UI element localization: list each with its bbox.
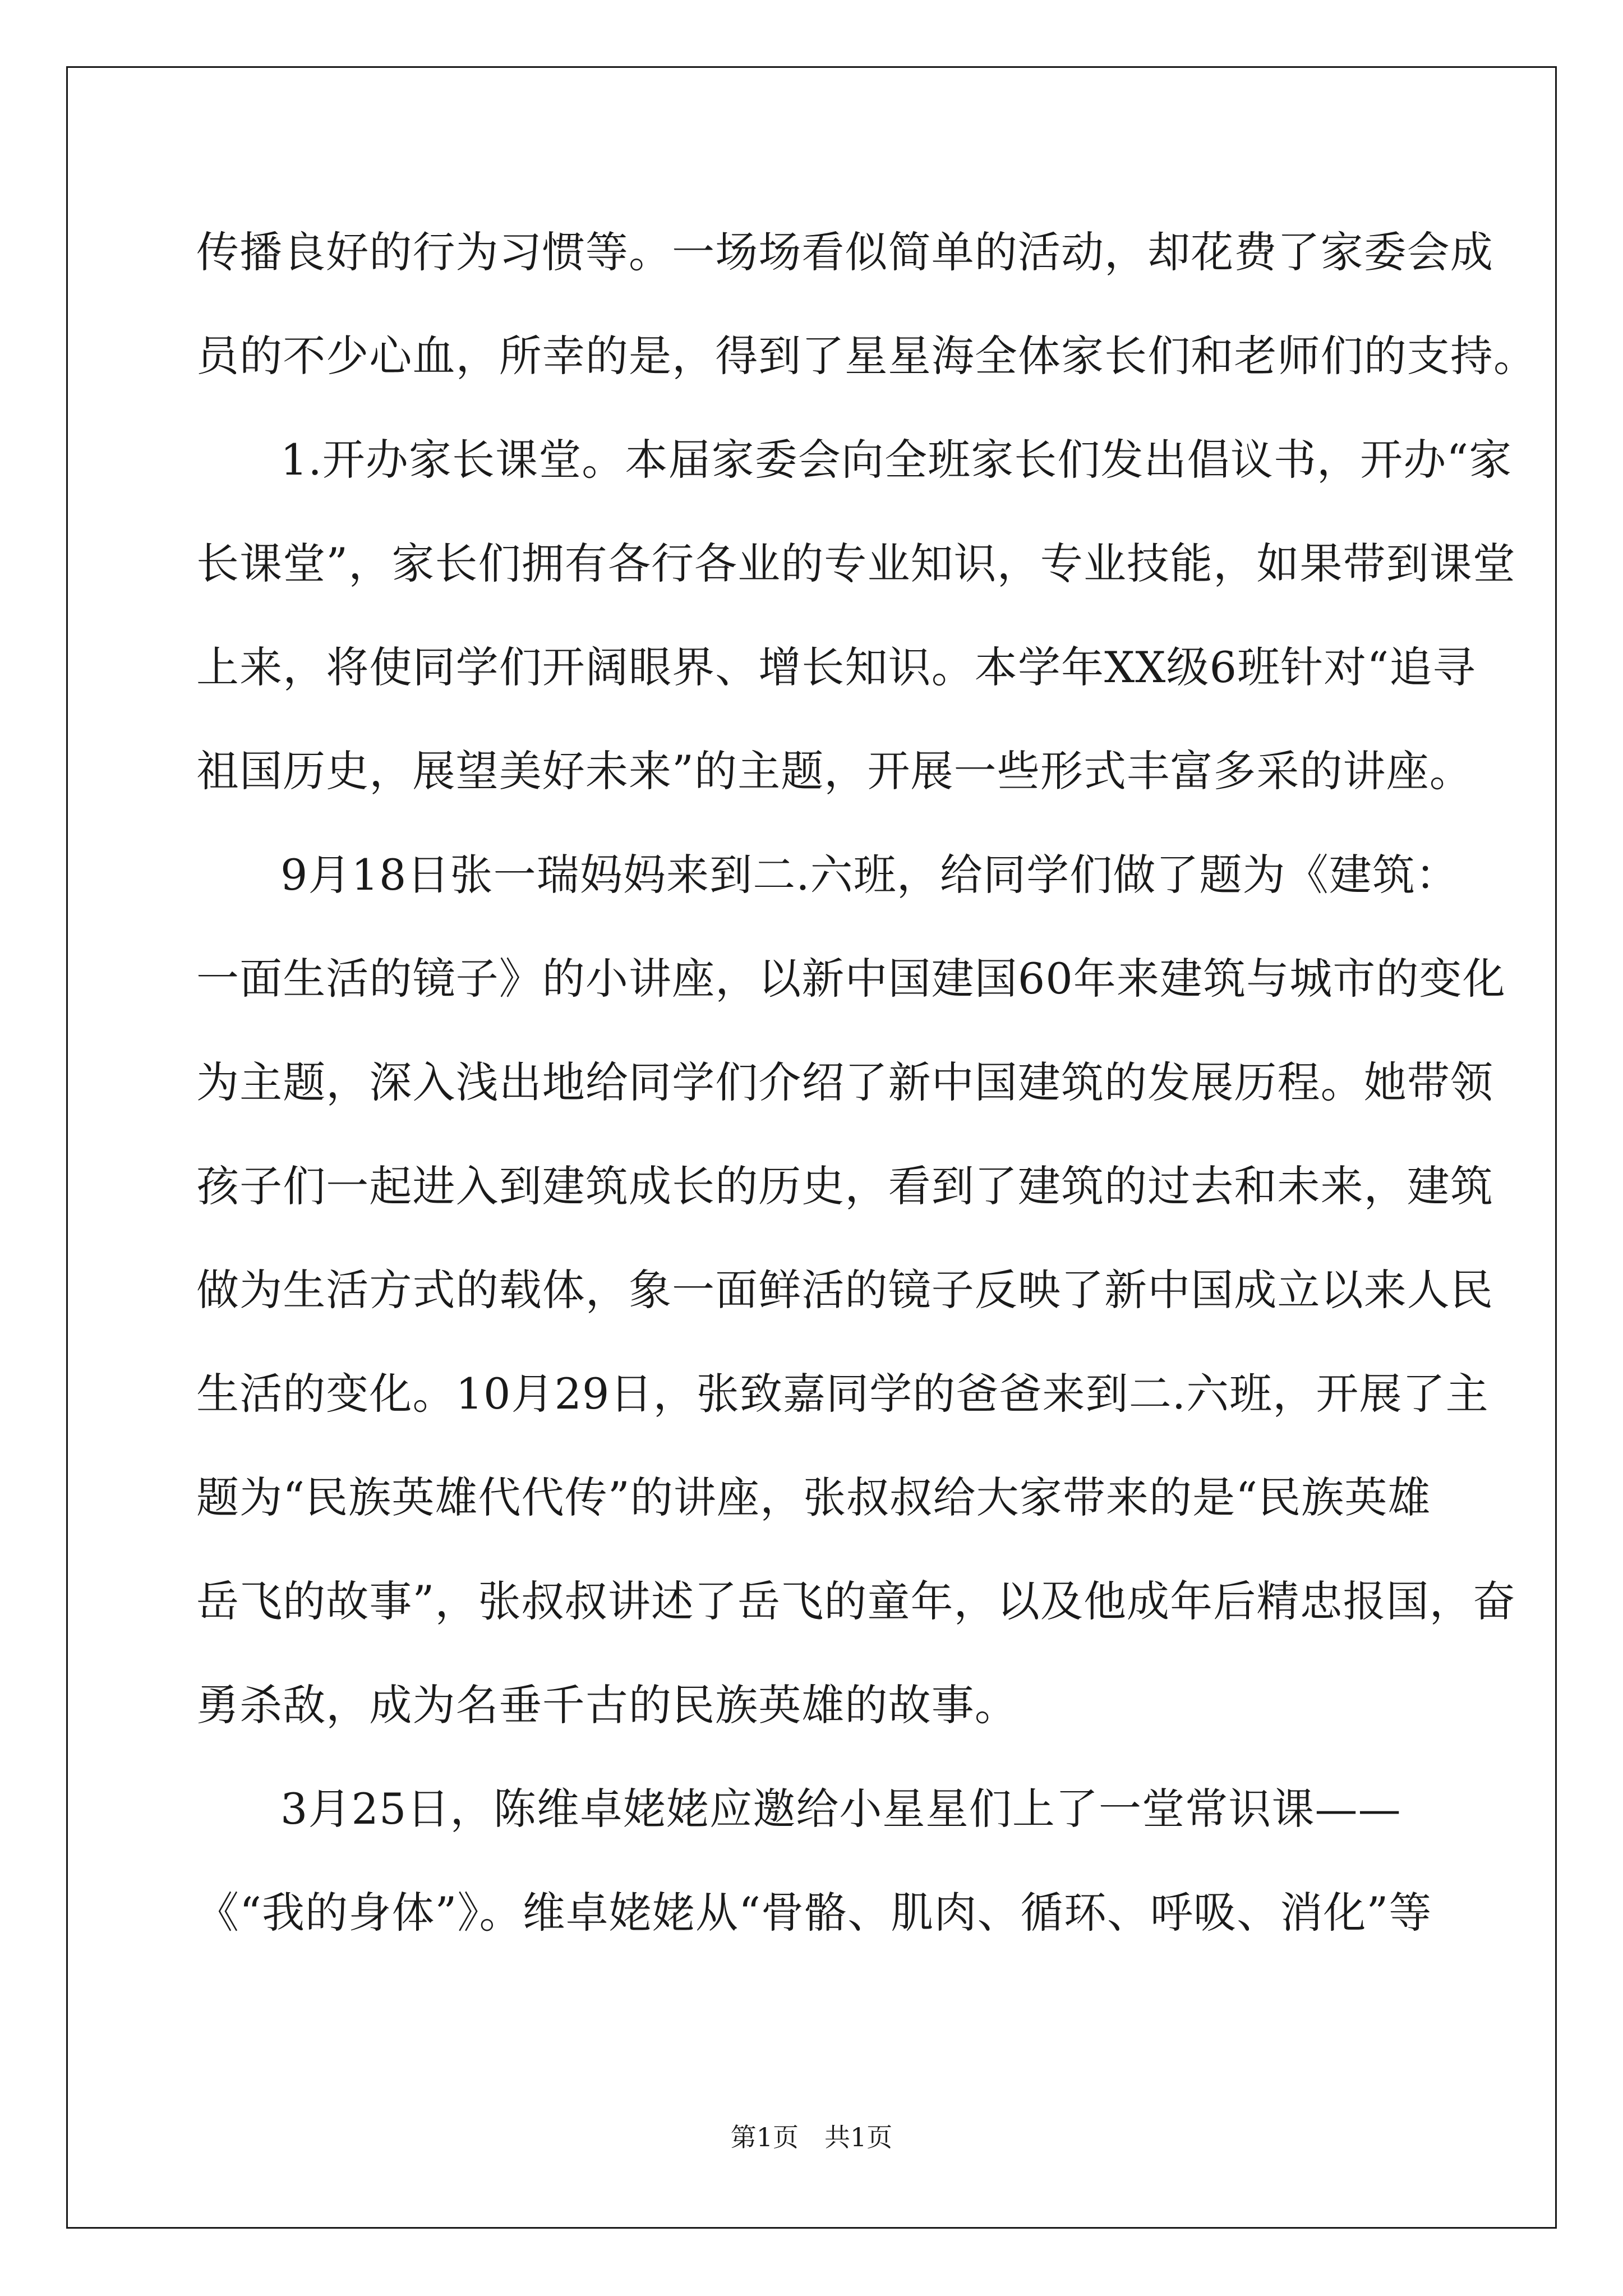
text-line: 孩子们一起进入到建筑成长的历史，看到了建筑的过去和未来，建筑 — [196, 1161, 1493, 1211]
text-line: 长课堂”，家长们拥有各行各业的专业知识，专业技能，如果带到课堂 — [196, 539, 1516, 588]
text-line: 员的不少心血，所幸的是，得到了星星海全体家长们和老师们的支持。 — [196, 331, 1537, 381]
text-line: 上来，将使同学们开阔眼界、增长知识。本学年XX级6班针对“追寻 — [196, 642, 1476, 692]
paragraph-start-line: 1.开办家长课堂。本届家委会向全班家长们发出倡议书，开办“家 — [280, 435, 1513, 485]
page-footer — [0, 2120, 1623, 2154]
text-line: 做为生活方式的载体，象一面鲜活的镜子反映了新中国成立以来人民 — [196, 1265, 1493, 1315]
page-total: 共1页 — [824, 2122, 893, 2152]
text-line: 传播良好的行为习惯等。一场场看似简单的活动，却花费了家委会成 — [196, 227, 1493, 277]
paragraph-start-line: 3月25日，陈维卓姥姥应邀给小星星们上了一堂常识课—— — [280, 1784, 1401, 1834]
text-line: 题为“民族英雄代代传”的讲座，张叔叔给大家带来的是“民族英雄 — [196, 1473, 1431, 1522]
paragraph-start-line: 9月18日张一瑞妈妈来到二.六班，给同学们做了题为《建筑： — [280, 850, 1459, 900]
text-line: 《“我的身体”》。维卓姥姥从“骨骼、肌肉、循环、呼吸、消化”等 — [196, 1888, 1432, 1938]
page-number: 第1页 — [730, 2122, 799, 2152]
text-line: 勇杀敌，成为名垂千古的民族英雄的故事。 — [196, 1680, 1018, 1730]
text-line: 生活的变化。10月29日，张致嘉同学的爸爸来到二.六班，开展了主 — [196, 1369, 1489, 1419]
text-line: 祖国历史，展望美好未来”的主题，开展一些形式丰富多采的讲座。 — [196, 746, 1473, 796]
text-line: 一面生活的镜子》的小讲座，以新中国建国60年来建筑与城市的变化 — [196, 954, 1506, 1004]
text-line: 为主题，深入浅出地给同学们介绍了新中国建筑的发展历程。她带领 — [196, 1057, 1493, 1107]
document-body — [196, 219, 1537, 1983]
text-line: 岳飞的故事”，张叔叔讲述了岳飞的童年，以及他成年后精忠报国，奋 — [196, 1576, 1516, 1626]
